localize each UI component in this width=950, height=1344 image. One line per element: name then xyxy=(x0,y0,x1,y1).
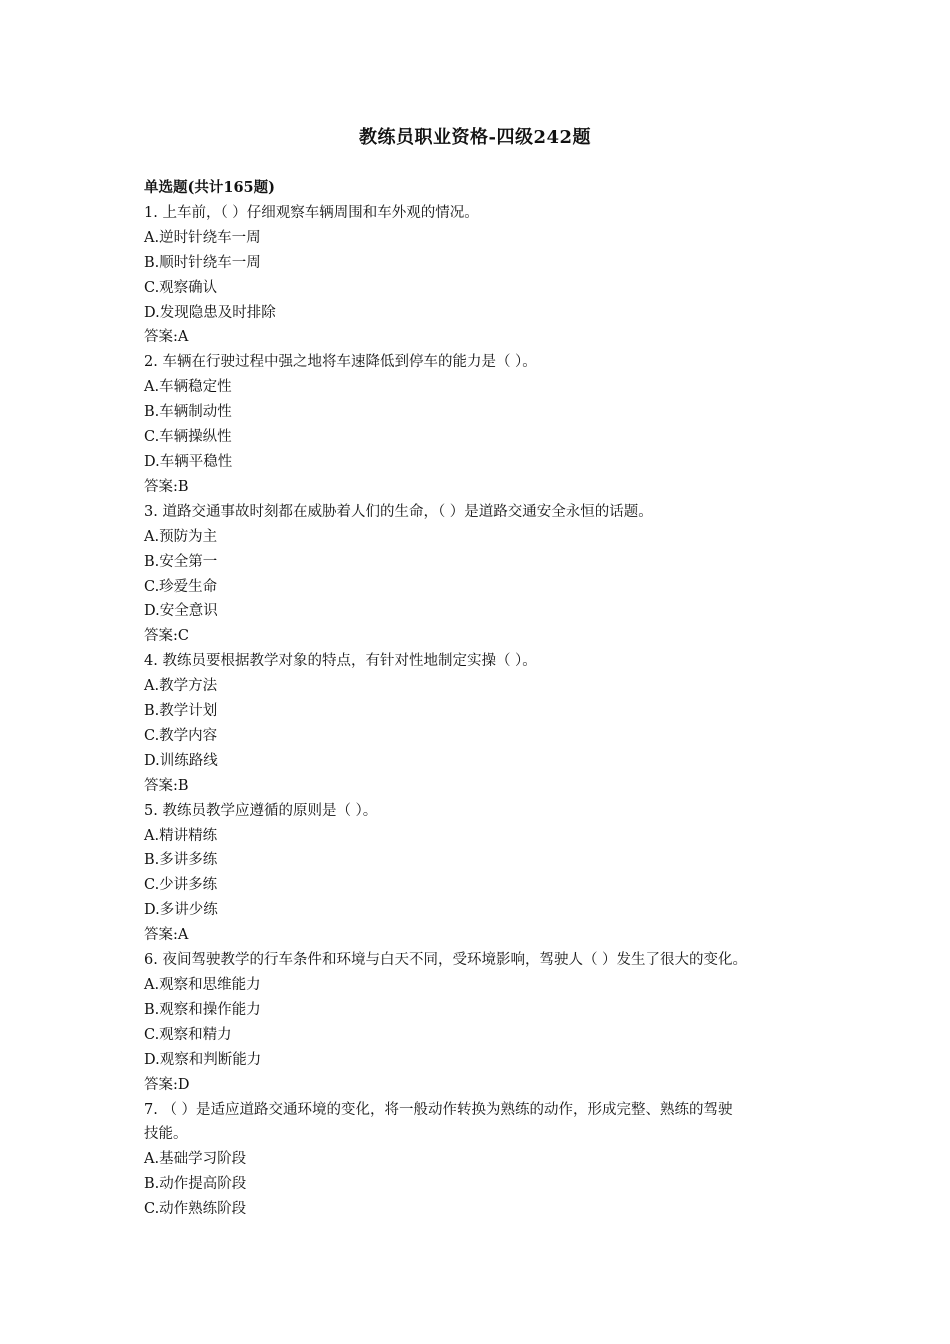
option-b: B.多讲多练 xyxy=(144,852,218,869)
answer: 答案:C xyxy=(144,628,189,645)
option-b: B.车辆制动性 xyxy=(144,404,232,421)
answer: 答案:B xyxy=(144,478,189,495)
answer: 答案:B xyxy=(144,777,189,794)
question-stem: 2. 车辆在行驶过程中强之地将车速降低到停车的能力是（ ）。 xyxy=(144,354,537,371)
option-a: A.逆时针绕车一周 xyxy=(144,229,261,246)
question-6 xyxy=(144,948,814,1097)
option-a: A.基础学习阶段 xyxy=(144,1151,247,1168)
option-c: C.动作熟练阶段 xyxy=(144,1201,247,1218)
question-stem: 6. 夜间驾驶教学的行车条件和环境与白天不同，受环境影响，驾驶人（ ）发生了很大的变化。 xyxy=(144,952,748,969)
option-b: B.安全第一 xyxy=(144,553,218,570)
question-stem: 4. 教练员要根据教学对象的特点，有针对性地制定实操（ ）。 xyxy=(144,653,537,670)
option-c: C.车辆操纵性 xyxy=(144,429,232,446)
question-stem: 1. 上车前，（ ）仔细观察车辆周围和车外观的情况。 xyxy=(144,204,479,221)
option-d: D.多讲少练 xyxy=(144,902,218,919)
option-a: A.车辆稳定性 xyxy=(144,379,232,396)
option-d: D.观察和判断能力 xyxy=(144,1051,262,1068)
option-d: D.发现隐患及时排除 xyxy=(144,304,276,321)
document-title: 教练员职业资格-四级242题 xyxy=(358,127,592,148)
question-7 xyxy=(144,1098,814,1223)
section-heading: 单选题(共计165题) xyxy=(144,179,275,196)
option-d: D.训练路线 xyxy=(144,752,218,769)
question-stem: 5. 教练员教学应遵循的原则是（ ）。 xyxy=(144,802,378,819)
option-c: C.观察确认 xyxy=(144,279,218,296)
option-b: B.动作提高阶段 xyxy=(144,1176,247,1193)
answer: 答案:A xyxy=(144,329,189,346)
document-body xyxy=(144,176,814,1222)
question-4 xyxy=(144,649,814,798)
option-a: A.教学方法 xyxy=(144,678,218,695)
option-b: B.观察和操作能力 xyxy=(144,1001,261,1018)
option-a: A.精讲精练 xyxy=(144,827,218,844)
question-stem: 3. 道路交通事故时刻都在威胁着人们的生命，（ ）是道路交通安全永恒的话题。 xyxy=(144,503,653,520)
question-stem-line-1: 7. （ ）是适应道路交通环境的变化，将一般动作转换为熟练的动作，形成完整、熟练的驾驶 xyxy=(144,1101,733,1118)
option-d: D.安全意识 xyxy=(144,603,218,620)
question-2 xyxy=(144,350,814,499)
option-c: C.教学内容 xyxy=(144,727,218,744)
option-c: C.少讲多练 xyxy=(144,877,218,894)
question-3 xyxy=(144,500,814,649)
question-1 xyxy=(144,201,814,350)
question-5 xyxy=(144,799,814,948)
answer: 答案:A xyxy=(144,927,189,944)
option-a: A.预防为主 xyxy=(144,528,218,545)
question-stem-line-2: 技能。 xyxy=(144,1126,188,1143)
answer: 答案:D xyxy=(144,1076,190,1093)
option-c: C.珍爱生命 xyxy=(144,578,218,595)
option-b: B.教学计划 xyxy=(144,703,218,720)
option-b: B.顺时针绕车一周 xyxy=(144,254,261,271)
option-a: A.观察和思维能力 xyxy=(144,977,261,993)
option-c: C.观察和精力 xyxy=(144,1026,232,1043)
option-d: D.车辆平稳性 xyxy=(144,453,233,470)
